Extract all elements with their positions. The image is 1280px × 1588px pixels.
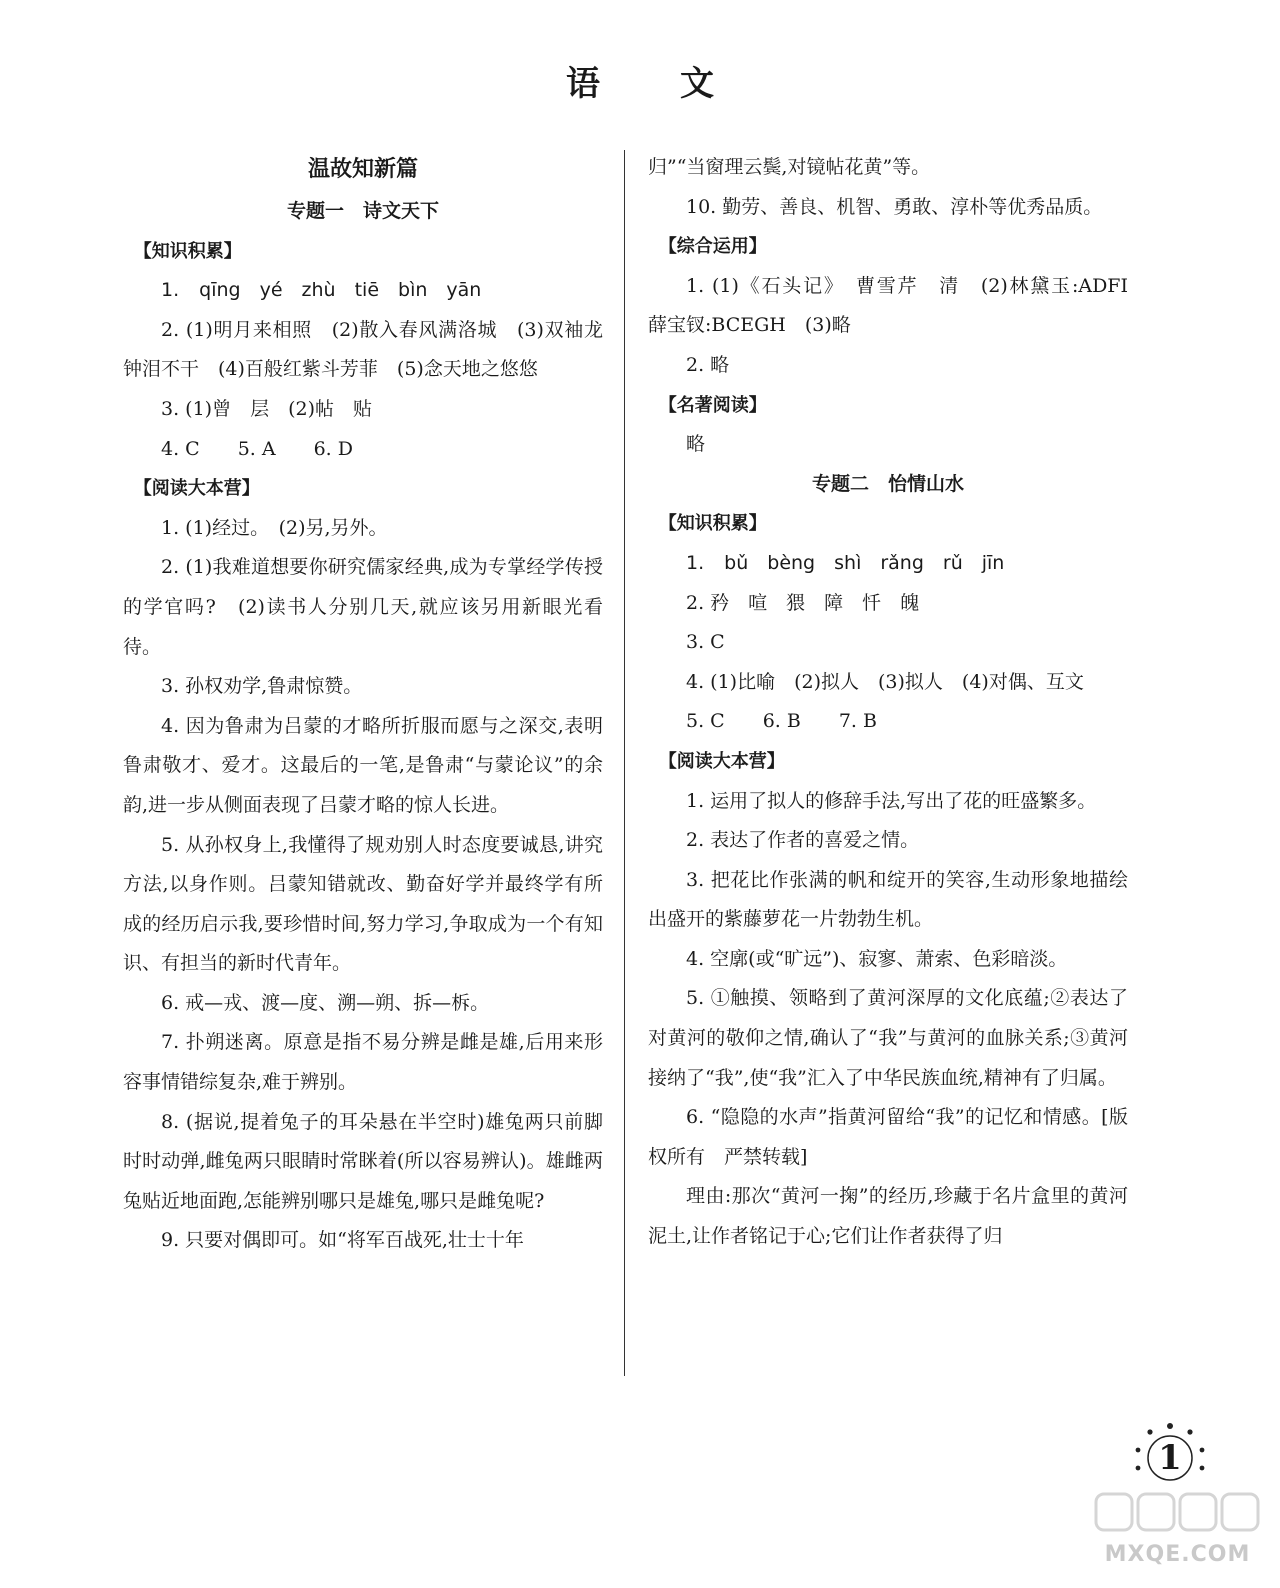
answer-paragraph: 2. (1)明月来相照 (2)散入春风满洛城 (3)双袖龙钟泪不干 (4)百般红紫斗芳菲 (5)念天地之悠悠 (123, 318, 603, 381)
answer-paragraph: 1. 运用了拟人的修辞手法,写出了花的旺盛繁多。 (686, 789, 1097, 812)
answer-paragraph: 3. 孙权劝学,鲁肃惊赞。 (161, 675, 363, 698)
answer-paragraph: 3. (1)曾 层 (2)帖 贴 (161, 397, 372, 420)
topic-heading-2: 专题二 怡情山水 (811, 472, 964, 495)
section-label: 【知识积累】 (133, 240, 242, 262)
answer-paragraph: 4. C 5. A 6. D (161, 437, 353, 460)
answer-paragraph: 3. 把花比作张满的帆和绽开的笑容,生动形象地描绘出盛开的紫藤萝花一片勃勃生机。 (648, 868, 1128, 931)
answer-paragraph: 1. (1)经过。 (2)另,另外。 (161, 516, 388, 539)
answer-paragraph: 2. 表达了作者的喜爱之情。 (686, 829, 920, 852)
watermark (1090, 1490, 1265, 1580)
answer-paragraph: 2. (1)我难道想要你研究儒家经典,成为专掌经学传授的学官吗? (2)读书人分别几天,就应该另用新眼光看待。 (123, 556, 603, 658)
answer-paragraph: 1. (1)《石头记》 曹雪芹 清 (2)林黛玉:ADFI 薛宝钗:BCEGH (3)略 (648, 274, 1148, 337)
page-title (0, 56, 1280, 105)
page-number-badge (1132, 1420, 1208, 1496)
part-heading: 温故知新篇 (307, 157, 418, 182)
answer-paragraph: 6. “隐隐的水声”指黄河留给“我”的记忆和情感。[版权所有 严禁转载] (648, 1106, 1128, 1168)
answer-paragraph: 6. 戒—戎、渡—度、溯—朔、拆—柝。 (161, 991, 490, 1014)
answer-paragraph: 2. 略 (686, 353, 730, 376)
answer-paragraph: 1. qīng yé zhù tiē bìn yān (161, 279, 482, 302)
answer-paragraph: 7. 扑朔迷离。原意是指不易分辨是雌是雄,后用来形容事情错综复杂,难于辨别。 (123, 1031, 603, 1094)
column-divider (624, 150, 625, 1376)
section-label: 【阅读大本营】 (658, 750, 785, 772)
answer-paragraph: 5. ①触摸、领略到了黄河深厚的文化底蕴;②表达了对黄河的敬仰之情,确认了“我”与黄河的血脉关系;③黄河接纳了“我”,使“我”汇入了中华民族血统,精神有了归属。 (648, 987, 1128, 1089)
answer-paragraph: 4. (1)比喻 (2)拟人 (3)拟人 (4)对偶、互文 (686, 670, 1084, 693)
section-label: 【名著阅读】 (658, 394, 767, 416)
answer-paragraph: 1. bǔ bèng shì rǎng rǔ jīn (686, 551, 1005, 574)
right-column (648, 148, 1148, 1257)
page-number: 1 (1158, 1438, 1182, 1478)
answer-paragraph: 5. C 6. B 7. B (686, 710, 877, 733)
watermark-text: MXQE.COM (1104, 1542, 1251, 1567)
section-label: 【综合运用】 (658, 236, 767, 258)
answer-paragraph: 8. (据说,提着兔子的耳朵悬在半空时)雄兔两只前脚时时动弹,雌兔两只眼睛时常眯着(所以容易辨认)。雄雌两兔贴近地面跑,怎能辨别哪只是雄兔,哪只是雌兔呢? (123, 1110, 603, 1212)
watermark-logo-icon (1090, 1490, 1265, 1550)
section-label: 【阅读大本营】 (133, 478, 260, 500)
answer-paragraph: 理由:那次“黄河一掬”的经历,珍藏于名片盒里的黄河泥土,让作者铭记于心;它们让作者获得了归 (648, 1185, 1128, 1248)
answer-paragraph: 归”“当窗理云鬓,对镜帖花黄”等。 (648, 156, 931, 178)
section-label: 【知识积累】 (658, 513, 767, 535)
answer-paragraph: 3. C (686, 631, 725, 654)
answer-paragraph: 9. 只要对偶即可。如“将军百战死,壮士十年 (161, 1229, 524, 1252)
page-title-char-1: 语 (566, 64, 600, 104)
topic-heading-1: 专题一 诗文天下 (286, 200, 439, 222)
answer-paragraph: 2. 矜 喧 猥 障 忏 魄 (686, 591, 920, 614)
answer-paragraph: 10. 勤劳、善良、机智、勇敢、淳朴等优秀品质。 (686, 195, 1103, 218)
answer-paragraph: 5. 从孙权身上,我懂得了规劝别人时态度要诚恳,讲究方法,以身作则。吕蒙知错就改、勤奋好学并最终学有所成的经历启示我,要珍惜时间,努力学习,争取成为一个有知识、有担当的新时代青年。 (123, 833, 603, 975)
left-column (123, 148, 603, 1261)
answer-paragraph: 4. 因为鲁肃为吕蒙的才略所折服而愿与之深交,表明鲁肃敬才、爱才。这最后的一笔,是鲁肃“与蒙论议”的余韵,进一步从侧面表现了吕蒙才略的惊人长进。 (123, 714, 603, 816)
answer-paragraph: 略 (686, 433, 706, 456)
answer-paragraph: 4. 空廓(或“旷远”)、寂寥、萧索、色彩暗淡。 (686, 947, 1068, 970)
page-title-char-2: 文 (680, 64, 714, 104)
